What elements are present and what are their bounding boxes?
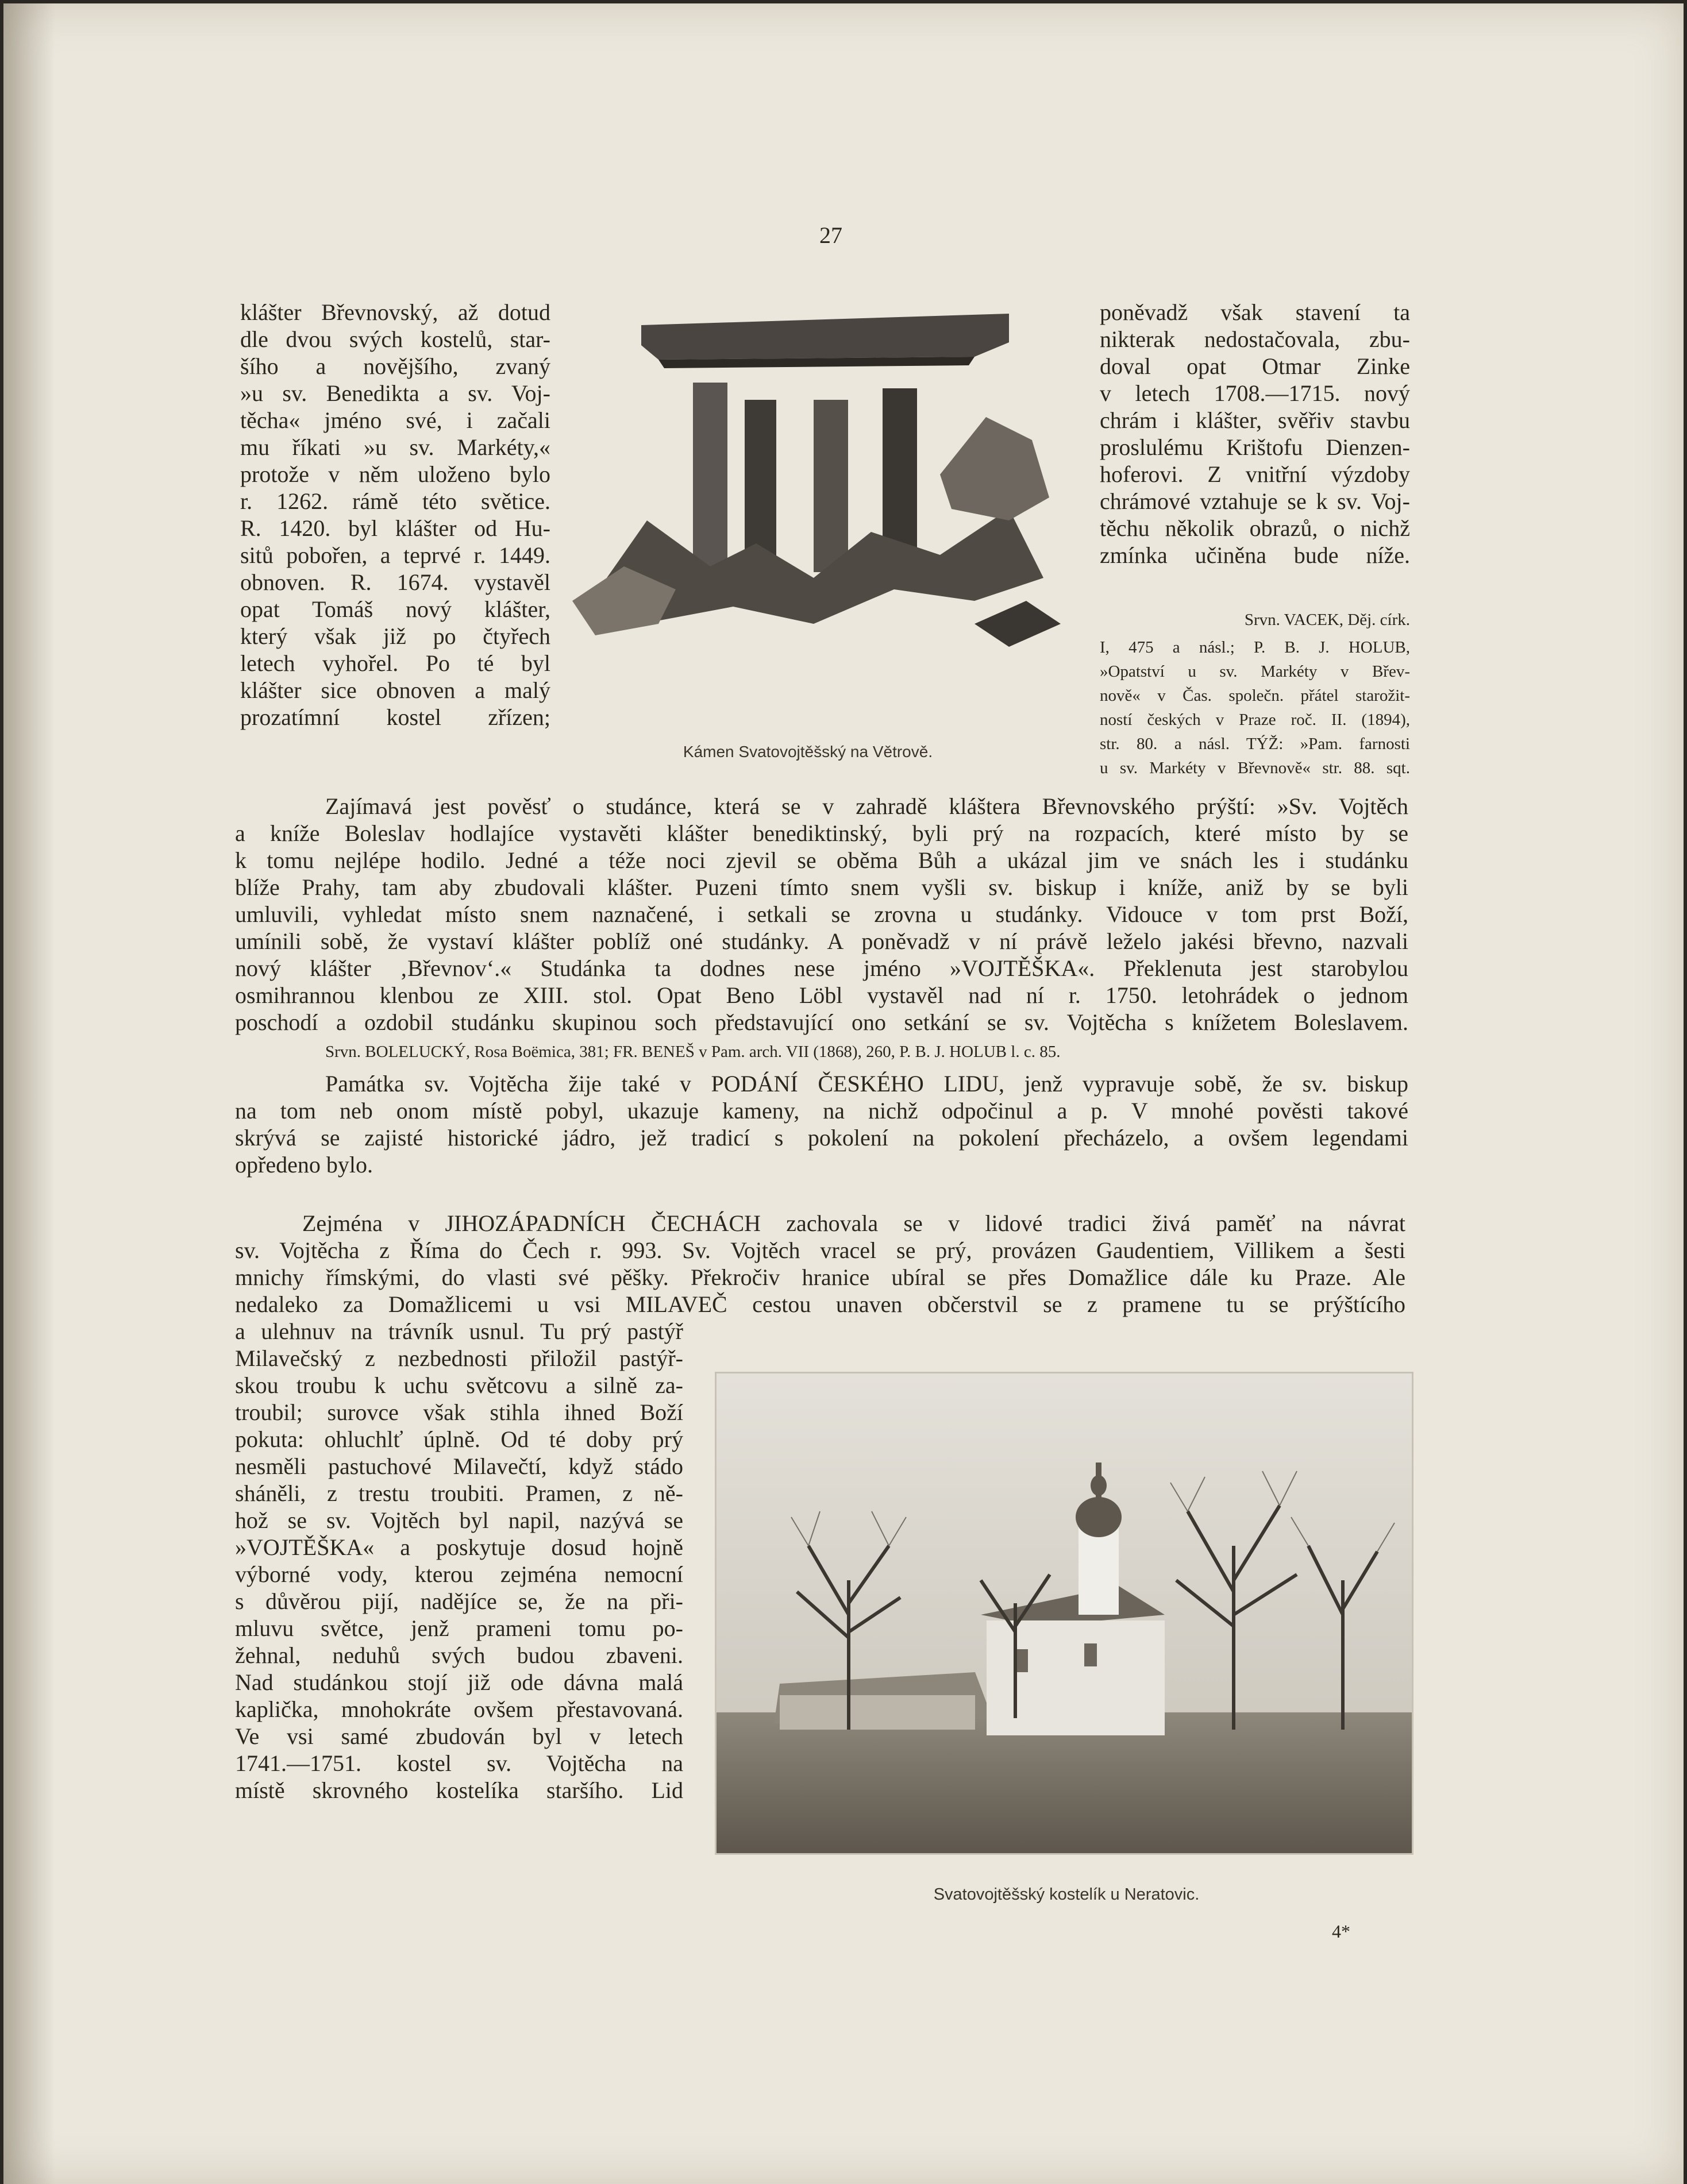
text-line: R. 1420. byl klášter od Hu- bbox=[240, 515, 550, 541]
figure-church-photo bbox=[715, 1372, 1413, 1855]
text-line: opat Tomáš nový klášter, bbox=[240, 596, 550, 622]
text-line: těcha« jméno své, i začali bbox=[240, 407, 550, 433]
text-line: r. 1262. rámě této světice. bbox=[240, 488, 550, 514]
text-line: Zejména v JIHOZÁPADNÍCH ČECHÁCH zachovala se v lidové tradici živá paměť na návrat bbox=[302, 1210, 1405, 1236]
text-line: hož se sv. Vojtěch byl napil, nazývá se bbox=[235, 1507, 683, 1533]
footnote-line: Srvn. BOLELUCKÝ, Rosa Boëmica, 381; FR. BENEŠ v Pam. arch. VII (1868), 260, P. B. J. HOLUB l. c. 85. bbox=[325, 1043, 1061, 1061]
figure-church-caption: Svatovojtěšský kostelík u Neratovic. bbox=[933, 1885, 1200, 1904]
figure-stone-caption: Kámen Svatovojtěšský na Větrově. bbox=[683, 743, 933, 761]
page-number: 27 bbox=[819, 222, 842, 248]
text-line: umínili sobě, že vystaví klášter poblíž oné studánky. A poněvadž v ní právě leželo jakési břevno, nazvali bbox=[235, 928, 1408, 954]
text-line: »VOJTĚŠKA« a poskytuje dosud hojně bbox=[235, 1534, 683, 1560]
text-line: kaplička, mnohokráte ovšem přestavovaná. bbox=[235, 1696, 683, 1722]
page-gutter-shadow bbox=[3, 3, 55, 2184]
text-line: žehnal, neduhů svých budou zbaveni. bbox=[235, 1642, 683, 1668]
text-line: obnoven. R. 1674. vystavěl bbox=[240, 569, 550, 595]
text-line: Zajímavá jest pověsť o studánce, která se v zahradě kláštera Břevnovského prýští: »Sv. Vojtěch bbox=[325, 793, 1408, 819]
text-line: v letech 1708.—1715. nový bbox=[1100, 380, 1410, 406]
footnote-line: »Opatství u sv. Markéty v Břev- bbox=[1100, 662, 1410, 681]
text-line: k tomu nejlépe hodilo. Jedné a téže noci zjevil se oběma Bůh a ukázal jim ve snách les i studánku bbox=[235, 847, 1408, 873]
footnote-line: I, 475 a násl.; P. B. J. HOLUB, bbox=[1100, 638, 1410, 657]
footnote-line: ností českých v Praze roč. II. (1894), bbox=[1100, 711, 1410, 729]
text-line: Ve vsi samé zbudován byl v letech bbox=[235, 1723, 683, 1749]
text-line: dle dvou svých kostelů, star- bbox=[240, 326, 550, 352]
text-line: místě skrovného kostelíka staršího. Lid bbox=[235, 1777, 683, 1803]
text-line: skou troubu k uchu světcovu a silně za- bbox=[235, 1372, 683, 1398]
text-line: zmínka učiněna bude níže. bbox=[1100, 542, 1410, 568]
text-line: sv. Vojtěcha z Říma do Čech r. 993. Sv. Vojtěch vracel se prý, provázen Gaudentiem, Villikem a šesti bbox=[235, 1237, 1405, 1263]
text-line: na tom neb onom místě pobyl, ukazuje kameny, na nichž odpočinul a p. V mnohé pověsti takové bbox=[235, 1098, 1408, 1124]
text-line: protože v něm uloženo bylo bbox=[240, 461, 550, 487]
text-line: mnichy římskými, do vlasti své pěšky. Překročiv hranice ubíral se přes Domažlice dále ku Praze. Ale bbox=[235, 1264, 1405, 1290]
text-line: s důvěrou pijí, nadějíce se, že na při- bbox=[235, 1588, 683, 1614]
text-line: nový klášter ‚Břevnov‘.« Studánka ta dodnes nese jméno »VOJTĚŠKA«. Překlenuta jest starobylou bbox=[235, 955, 1408, 981]
footnote-line: u sv. Markéty v Břevnově« str. 88. sqt. bbox=[1100, 759, 1410, 777]
text-line: nedaleko za Domažlicemi u vsi MILAVEČ cestou unaven občerstvil se z pramene tu se prýštícího bbox=[235, 1291, 1405, 1317]
text-line: těchu několik obrazů, o nichž bbox=[1100, 515, 1410, 541]
signature-mark: 4* bbox=[1332, 1921, 1350, 1942]
text-line: blíže Prahy, tam aby zbudovali klášter. Puzeni tímto snem vyšli sv. biskup i kníže, aniž by se byli bbox=[235, 874, 1408, 900]
text-line: mu říkati »u sv. Markéty,« bbox=[240, 434, 550, 460]
text-line: který však již po čtyřech bbox=[240, 623, 550, 649]
text-line: Nad studánkou stojí již ode dávna malá bbox=[235, 1669, 683, 1695]
footnote-line: nově« v Čas. společn. přátel starožit- bbox=[1100, 686, 1410, 705]
text-line: klášter sice obnoven a malý bbox=[240, 677, 550, 703]
text-line: prozatímní kostel zřízen; bbox=[240, 704, 550, 730]
text-line: nikterak nedostačovala, zbu- bbox=[1100, 326, 1410, 352]
text-line: klášter Břevnovský, až dotud bbox=[240, 299, 550, 325]
text-line: osmihrannou klenbou ze XIII. stol. Opat Beno Löbl vystavěl nad ní r. 1750. letohrádek o jednom bbox=[235, 982, 1408, 1008]
footnote-line: Srvn. VACEK, Děj. círk. bbox=[1244, 611, 1410, 629]
text-line: a kníže Boleslav hodlajíce vystavěti klášter benediktinský, byli prý na rozpacích, které místo by se bbox=[235, 820, 1408, 846]
text-line: a ulehnuv na trávník usnul. Tu prý pastýř bbox=[235, 1318, 683, 1344]
text-line: »u sv. Benedikta a sv. Voj- bbox=[240, 380, 550, 406]
text-line: pokuta: ohluchlť úplně. Od té doby prý bbox=[235, 1426, 683, 1452]
text-line: opředeno bylo. bbox=[235, 1152, 373, 1178]
text-line: proslulému Krištofu Dienzen- bbox=[1100, 434, 1410, 460]
book-page bbox=[3, 3, 1684, 2184]
text-line: Milavečský z nezbednosti přiložil pastýř- bbox=[235, 1345, 683, 1371]
footnote-line: str. 80. a násl. TÝŽ: »Pam. farnosti bbox=[1100, 735, 1410, 753]
text-line: šího a novějšího, zvaný bbox=[240, 353, 550, 379]
text-line: letech vyhořel. Po té byl bbox=[240, 650, 550, 676]
text-line: umluvili, vyhledat místo snem naznačené, i setkali se zrovna u studánky. Vidouce v tom prst Boží, bbox=[235, 901, 1408, 927]
text-line: chrám i klášter, svěřiv stavbu bbox=[1100, 407, 1410, 433]
text-line: mluvu světce, jenž prameni tomu po- bbox=[235, 1615, 683, 1641]
text-line: poschodí a ozdobil studánku skupinou soch představující ono setkání se sv. Vojtěcha s knížetem Boleslavem. bbox=[235, 1009, 1408, 1035]
stone-illustration bbox=[572, 302, 1066, 716]
figure-stone bbox=[572, 302, 1066, 716]
text-line: chrámové vztahuje se k sv. Voj- bbox=[1100, 488, 1410, 514]
text-line: nesměli pastuchové Milavečtí, když stádo bbox=[235, 1453, 683, 1479]
text-line: doval opat Otmar Zinke bbox=[1100, 353, 1410, 379]
text-line: poněvadž však stavení ta bbox=[1100, 299, 1410, 325]
text-line: sitů pobořen, a teprvé r. 1449. bbox=[240, 542, 550, 568]
church-photo bbox=[717, 1373, 1412, 1853]
text-line: výborné vody, kterou zejména nemocní bbox=[235, 1561, 683, 1587]
text-line: sháněli, z trestu troubiti. Pramen, z ně- bbox=[235, 1480, 683, 1506]
text-line: skrývá se zajisté historické jádro, jež tradicí s pokolení na pokolení přecházelo, a ovšem legendami bbox=[235, 1125, 1408, 1151]
text-line: hoferovi. Z vnitřní výzdoby bbox=[1100, 461, 1410, 487]
text-line: troubil; surovce však stihla ihned Boží bbox=[235, 1399, 683, 1425]
text-line: 1741.—1751. kostel sv. Vojtěcha na bbox=[235, 1750, 683, 1776]
text-line: Památka sv. Vojtěcha žije také v PODÁNÍ ČESKÉHO LIDU, jenž vypravuje sobě, že sv. biskup bbox=[325, 1071, 1408, 1097]
